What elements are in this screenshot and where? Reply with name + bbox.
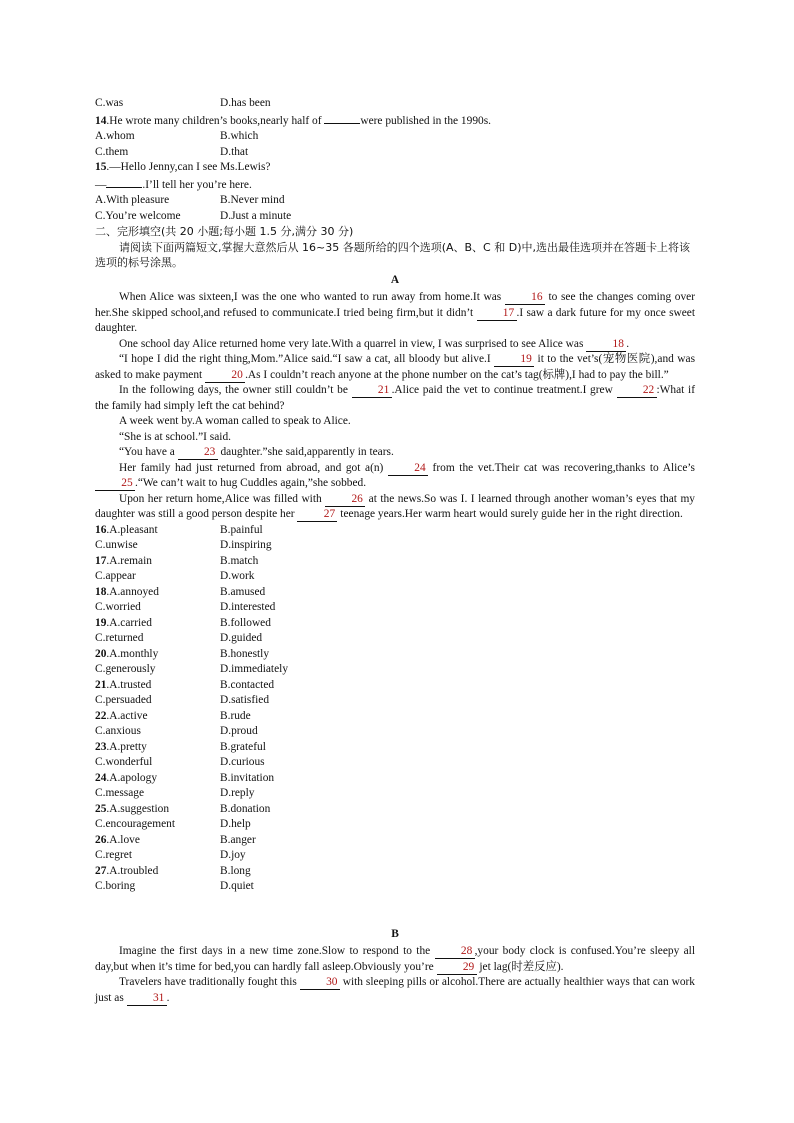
blank-26: 26	[325, 493, 365, 507]
option-a-text: .A.pretty	[106, 740, 147, 753]
blank-31: 31	[127, 992, 167, 1006]
question-number: 22	[95, 709, 107, 722]
blank-25: 25	[95, 477, 135, 491]
option-b: B.contacted	[220, 678, 275, 691]
blank-24: 24	[388, 462, 428, 476]
text: .As I couldn’t reach anyone at the phone number on the cat’s tag(标牌),I had to pay the bill.”	[245, 368, 669, 381]
option-c: C.boring	[95, 880, 136, 892]
option-a-text: .A.troubled	[106, 864, 159, 877]
answer-blank	[324, 112, 360, 124]
text: One school day Alice returned home very late.With a quarrel in view, I was surprised to see Alice was	[119, 337, 587, 350]
text: In the following days, the owner still couldn’t be	[119, 384, 352, 396]
paragraph: “She is at school.”I said.	[119, 430, 231, 443]
options-item	[95, 678, 695, 709]
question-number: 21	[95, 678, 107, 691]
option-d: D.joy	[220, 849, 246, 861]
option-a	[95, 678, 220, 694]
text: at the news.So was I. I learned through another woman’s eyes that my daughter was still a good person despite her	[95, 492, 696, 520]
text: with sleeping pills or alcohol.There are actually healthier ways that can work just as	[95, 976, 695, 1004]
option-c: C.persuaded	[95, 694, 152, 706]
text: it to the vet’s(宠物医院),and was asked to make payment	[95, 353, 695, 381]
options-item	[95, 833, 695, 864]
question-text: were published in the 1990s.	[360, 114, 491, 127]
text: :What if the family had simply left the cat behind?	[95, 384, 695, 412]
option-a	[95, 616, 220, 632]
blank-18: 18	[586, 338, 626, 352]
blank-27: 27	[297, 508, 337, 522]
option-b: B.long	[220, 864, 251, 877]
option-c: C.regret	[95, 849, 133, 861]
option-d: D.that	[220, 145, 249, 158]
text: to see the changes coming over her.She skipped school,and refused to communicate.I tried being firm,but it didn’t	[95, 291, 695, 319]
option-a	[95, 802, 220, 818]
question-number: 26	[95, 833, 107, 846]
option-c: C.them	[95, 145, 129, 158]
paragraph	[95, 445, 695, 461]
question-number: 17	[95, 554, 107, 567]
option-a-text: .A.love	[106, 833, 140, 846]
option-c: C.unwise	[95, 539, 138, 551]
text: .	[626, 337, 630, 350]
text: .I saw a dark future for my once sweet daughter.	[95, 306, 696, 334]
option-d: D.Just a minute	[220, 209, 292, 222]
blank-20: 20	[205, 369, 245, 383]
option-a	[95, 740, 220, 756]
option-d: D.guided	[220, 632, 263, 644]
paragraph	[95, 383, 695, 414]
option-b: B.donation	[220, 802, 271, 815]
option-c: C.wonderful	[95, 756, 153, 768]
option-a-text: .A.carried	[106, 616, 152, 629]
option-b: B.rude	[220, 709, 251, 722]
question-number: 15	[95, 161, 107, 173]
text: teenage years.Her warm heart would surely guide her in the right direction.	[337, 508, 683, 520]
passage-a-title: A	[390, 273, 400, 286]
text: “I hope I did the right thing,Mom.”Alice said.“I saw a cat, all bloody but alive.I	[119, 353, 495, 365]
question-number: 18	[95, 585, 107, 598]
options-item	[95, 585, 695, 616]
question-15	[95, 160, 695, 176]
option-d: D.immediately	[220, 663, 289, 675]
option-a-text: .A.monthly	[106, 647, 159, 660]
q14-options-ab	[95, 129, 695, 145]
dash: —	[95, 178, 107, 191]
option-a	[95, 771, 220, 787]
option-b: B.invitation	[220, 771, 275, 784]
options-item	[95, 740, 695, 771]
text: Her family had just returned from abroad, and got a(n)	[119, 461, 388, 474]
paragraph	[95, 352, 695, 383]
option-d: D.has been	[220, 97, 271, 109]
text: daughter.”she said,apparently in tears.	[217, 446, 394, 458]
option-d: D.reply	[220, 787, 255, 799]
blank-28: 28	[435, 945, 475, 959]
q14-options-cd	[95, 145, 695, 161]
options-item	[95, 709, 695, 740]
paragraph	[95, 337, 695, 353]
text: When Alice was sixteen,I was the one who wanted to run away from home.It was	[119, 291, 505, 303]
blank-23: 23	[178, 446, 218, 460]
q15-options-cd	[95, 209, 695, 225]
option-c: C.worried	[95, 601, 141, 613]
text: ,your body clock is confused.You’re sleepy all day,but when it’s time for bed,you can hardly fall asleep.Obviously you’re	[95, 945, 695, 973]
option-a-text: .A.trusted	[106, 678, 152, 691]
text: .	[166, 991, 170, 1004]
option-c: C.was	[95, 97, 124, 109]
option-d: D.proud	[220, 725, 258, 737]
blank-19: 19	[494, 353, 534, 367]
option-c: C.anxious	[95, 725, 141, 737]
options-item	[95, 647, 695, 678]
answer-blank	[106, 176, 142, 188]
paragraph	[95, 290, 695, 337]
q15-options-ab	[95, 193, 695, 209]
paragraph: A week went by.A woman called to speak to Alice.	[119, 415, 351, 427]
question-number: 14	[95, 114, 107, 127]
options-item	[95, 864, 695, 895]
text: Travelers have traditionally fought this	[119, 976, 300, 988]
option-b: B.which	[220, 130, 259, 142]
option-b: B.match	[220, 554, 259, 567]
option-b: B.grateful	[220, 740, 266, 753]
question-text: .I’ll tell her you’re here.	[142, 178, 252, 191]
option-c: C.encouragement	[95, 818, 176, 830]
question-number: 20	[95, 647, 107, 660]
option-a-text: .A.apology	[106, 771, 158, 784]
question-14	[95, 112, 695, 130]
option-d: D.help	[220, 818, 251, 830]
option-a-text: .A.suggestion	[106, 802, 170, 815]
question-number: 23	[95, 740, 107, 753]
question-number: 19	[95, 616, 107, 629]
option-a	[95, 647, 220, 663]
option-b: B.followed	[220, 616, 271, 629]
option-c: C.message	[95, 787, 145, 799]
option-a-text: .A.remain	[106, 554, 152, 567]
question-number: 24	[95, 771, 107, 784]
option-c: C.returned	[95, 632, 144, 644]
option-a	[95, 585, 220, 601]
blank-30: 30	[300, 976, 340, 990]
paragraph	[95, 944, 695, 975]
blank-17: 17	[477, 307, 517, 321]
option-a	[95, 554, 220, 570]
options-item	[95, 554, 695, 585]
option-c: C.generously	[95, 663, 156, 675]
option-a	[95, 709, 220, 725]
text: jet lag(时差反应).	[476, 960, 564, 973]
blank-21: 21	[352, 384, 392, 398]
option-a-text: .A.active	[106, 709, 148, 722]
option-a-text: .A.annoyed	[106, 585, 159, 598]
question-number: 16	[95, 523, 107, 536]
blank-16: 16	[505, 291, 545, 305]
blank-29: 29	[437, 961, 477, 975]
text: Upon her return home,Alice was filled with	[119, 492, 326, 505]
option-b: B.anger	[220, 833, 256, 846]
exam-page	[95, 96, 695, 1006]
option-a: A.whom	[95, 130, 135, 142]
option-a	[95, 833, 220, 849]
question-text: .He wrote many children’s books,nearly half of	[106, 114, 325, 127]
option-b: B.painful	[220, 523, 263, 536]
section-instruction: 请阅读下面两篇短文,掌握大意然后从 16~35 各题所给的四个选项(A、B、C 和 D)中,选出最佳选项并在答题卡上将该选项的标号涂黑。	[95, 240, 690, 269]
option-c: C.You’re welcome	[95, 209, 181, 222]
option-d: D.interested	[220, 601, 276, 613]
option-d: D.inspiring	[220, 539, 272, 551]
text: .“We can’t wait to hug Cuddles again,”she sobbed.	[135, 477, 367, 489]
option-d: D.quiet	[220, 880, 254, 892]
text: .Alice paid the vet to continue treatment.I grew	[391, 384, 617, 396]
option-b: B.amused	[220, 585, 266, 598]
question-text: .—Hello Jenny,can I see Ms.Lewis?	[106, 161, 271, 173]
option-d: D.work	[220, 570, 255, 582]
options-item	[95, 802, 695, 833]
q13-options-cd	[95, 96, 695, 112]
option-c: C.appear	[95, 570, 136, 582]
options-item	[95, 523, 695, 554]
options-item	[95, 616, 695, 647]
text: from the vet.Their cat was recovering,thanks to Alice’s	[427, 461, 695, 474]
options-item	[95, 771, 695, 802]
option-d: D.curious	[220, 756, 265, 768]
question-number: 25	[95, 802, 107, 815]
options-list	[95, 523, 695, 895]
option-b: B.Never mind	[220, 194, 285, 206]
passage-b-title: B	[391, 927, 399, 940]
option-a-text: .A.pleasant	[106, 523, 158, 536]
option-a: A.With pleasure	[95, 194, 170, 206]
section-title: 二、完形填空(共 20 小题;每小题 1.5 分,满分 30 分)	[95, 225, 354, 238]
question-number: 27	[95, 864, 107, 877]
option-a	[95, 864, 220, 880]
paragraph	[95, 461, 695, 492]
text: Imagine the first days in a new time zone.Slow to respond to the	[119, 945, 435, 957]
paragraph	[95, 975, 695, 1006]
text: “You have a	[119, 446, 178, 458]
option-a	[95, 523, 220, 539]
question-15-reply	[95, 176, 695, 194]
option-d: D.satisfied	[220, 694, 270, 706]
spacer	[95, 895, 695, 925]
option-b: B.honestly	[220, 647, 270, 660]
paragraph	[95, 492, 695, 523]
blank-22: 22	[617, 384, 657, 398]
